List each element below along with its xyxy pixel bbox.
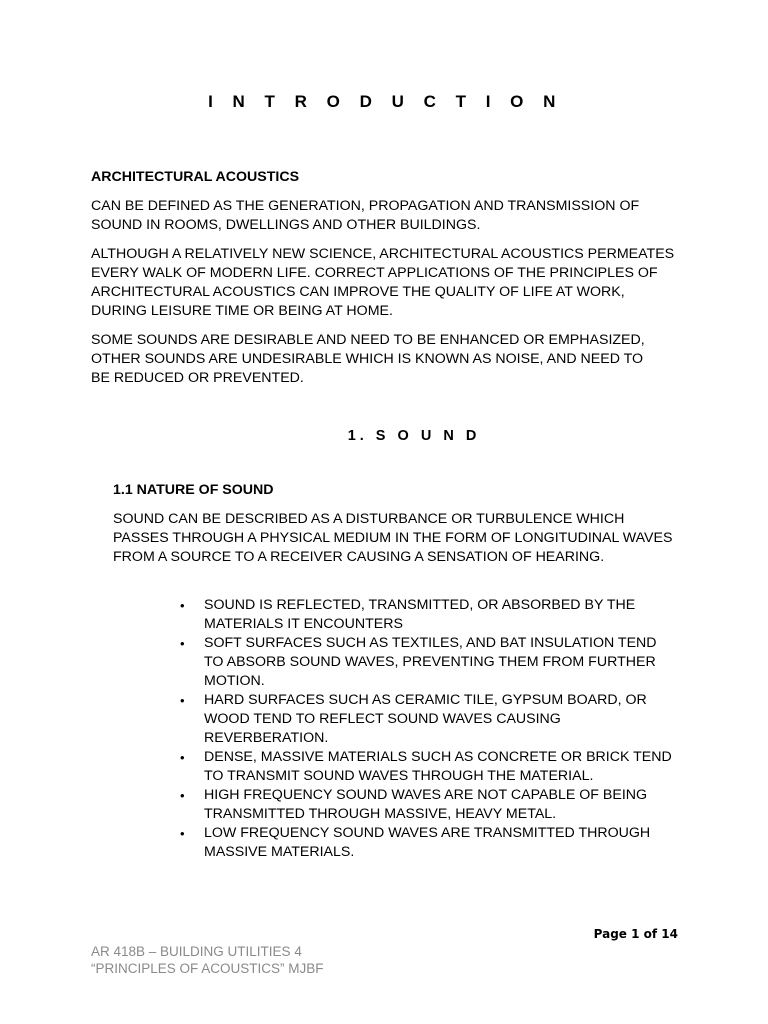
- list-item: [178, 596, 678, 634]
- footer: [91, 943, 324, 977]
- list-item: [178, 748, 678, 786]
- intro-paragraph-text: SOME SOUNDS ARE DESIRABLE AND NEED TO BE ENHANCED OR EMPHASIZED, OTHER SOUNDS ARE UNDESIRABLE WHICH IS KNOWN AS NOISE, AND NEED TO BE REDUCED OR PREVENTED.: [91, 332, 645, 386]
- subsection-paragraph-text: SOUND CAN BE DESCRIBED AS A DISTURBANCE OR TURBULENCE WHICH PASSES THROUGH A PHYSICAL MEDIUM IN THE FORM OF LONGITUDINAL WAVES FROM A SOURCE TO A RECEIVER CAUSING A SENSATION OF HEARING.: [113, 511, 673, 565]
- subsection-paragraph: [113, 510, 675, 567]
- intro-section: [91, 168, 691, 187]
- footer-course-line: AR 418B – BUILDING UTILITIES 4: [91, 944, 302, 959]
- page-number: Page 1 of 14: [593, 927, 678, 941]
- list-item: [178, 824, 678, 862]
- list-item-text: LOW FREQUENCY SOUND WAVES ARE TRANSMITTED THROUGH MASSIVE MATERIALS.: [204, 825, 651, 860]
- subsection-heading-wrap: [113, 481, 683, 500]
- intro-paragraph-3: [91, 331, 661, 388]
- bullet-list: [178, 596, 678, 862]
- intro-paragraph-text: ALTHOUGH A RELATIVELY NEW SCIENCE, ARCHITECTURAL ACOUSTICS PERMEATES EVERY WALK OF MODERN LIFE. CORRECT APPLICATIONS OF THE PRINCIPLES OF ARCHITECTURAL ACOUSTICS CAN IMPROVE THE QUALITY OF LIFE AT WORK, DURING LEISURE TIME OR BEING AT HOME.: [91, 246, 675, 319]
- intro-paragraph-2: [91, 245, 683, 321]
- list-item-text: HIGH FREQUENCY SOUND WAVES ARE NOT CAPABLE OF BEING TRANSMITTED THROUGH MASSIVE, HEAVY METAL.: [204, 787, 648, 822]
- list-item-text: SOFT SURFACES SUCH AS TEXTILES, AND BAT INSULATION TEND TO ABSORB SOUND WAVES, PREVENTING THEM FROM FURTHER MOTION.: [204, 635, 657, 689]
- list-item: [178, 786, 678, 824]
- bullet-icon: •: [180, 788, 185, 803]
- intro-paragraph-text: CAN BE DEFINED AS THE GENERATION, PROPAGATION AND TRANSMISSION OF SOUND IN ROOMS, DWELLINGS AND OTHER BUILDINGS.: [91, 198, 640, 233]
- intro-paragraph-1: [91, 197, 651, 235]
- footer-topic-line: “PRINCIPLES OF ACOUSTICS” MJBF: [91, 961, 324, 976]
- page-title: I N T R O D U C T I O N: [208, 92, 563, 111]
- bullet-icon: •: [180, 693, 185, 708]
- list-item-text: DENSE, MASSIVE MATERIALS SUCH AS CONCRETE OR BRICK TEND TO TRANSMIT SOUND WAVES THROUGH THE MATERIAL.: [204, 749, 672, 784]
- list-item: [178, 691, 678, 748]
- bullet-icon: •: [180, 826, 185, 841]
- section-title: 1. S O U N D: [347, 428, 481, 444]
- list-item-text: SOUND IS REFLECTED, TRANSMITTED, OR ABSORBED BY THE MATERIALS IT ENCOUNTERS: [204, 597, 636, 632]
- list-item-text: HARD SURFACES SUCH AS CERAMIC TILE, GYPSUM BOARD, OR WOOD TEND TO REFLECT SOUND WAVES CAUSING REVERBERATION.: [204, 692, 647, 746]
- list-item: [178, 634, 678, 691]
- subsection-heading: 1.1 NATURE OF SOUND: [113, 482, 274, 498]
- bullet-icon: •: [180, 636, 185, 651]
- intro-heading: ARCHITECTURAL ACOUSTICS: [91, 169, 300, 185]
- bullet-icon: •: [180, 598, 185, 613]
- bullet-icon: •: [180, 750, 185, 765]
